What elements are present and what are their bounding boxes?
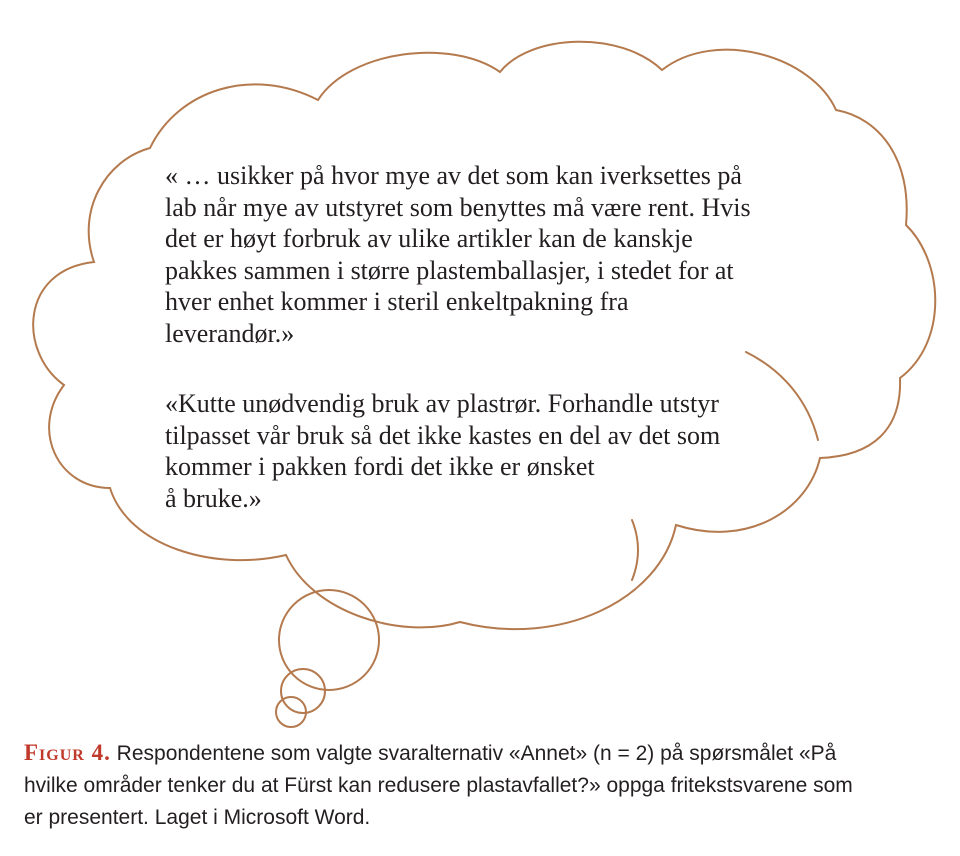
caption-text: Respondentene som valgte svaralternativ «Annet» (n = 2) på spørsmålet «På (110, 742, 837, 765)
quote-line: hver enhet kommer i steril enkeltpakning fra (165, 287, 629, 316)
quote-line: «Kutte unødvendig bruk av plastrør. Forhandle utstyr (165, 389, 719, 418)
quote-line: å bruke.» (165, 483, 262, 513)
quote-line: det er høyt forbruk av ulike artikler kan de kanskje (165, 224, 693, 253)
thought-bubble-medium (281, 669, 325, 713)
quote-1 (165, 160, 751, 349)
quote-line: leverandør.» (165, 318, 295, 348)
caption-line (24, 737, 936, 770)
cloud-inner-arc (632, 520, 638, 580)
quote-line: lab når mye av utstyret som benyttes må være rent. Hvis (165, 192, 751, 222)
quote-line: kommer i pakken fordi det ikke er ønsket (165, 452, 595, 481)
quote-line: tilpasset vår bruk så det ikke kastes en del av det som (165, 420, 721, 450)
thought-bubble-large (279, 590, 379, 690)
caption-label: Figur 4. (24, 740, 111, 765)
quote-line: « … usikker på hvor mye av det som kan iverksettes på (165, 161, 742, 190)
figure-caption (24, 737, 936, 834)
quote-2 (165, 388, 720, 514)
caption-line: hvilke områder tenker du at Fürst kan redusere plastavfallet?» oppga fritekstsvarene som (24, 774, 853, 797)
quote-line: pakkes sammen i større plastemballasjer, i stedet for at (165, 255, 734, 285)
cloud-inner-arc (746, 352, 818, 440)
caption-line: er presentert. Laget i Microsoft Word. (24, 806, 371, 829)
